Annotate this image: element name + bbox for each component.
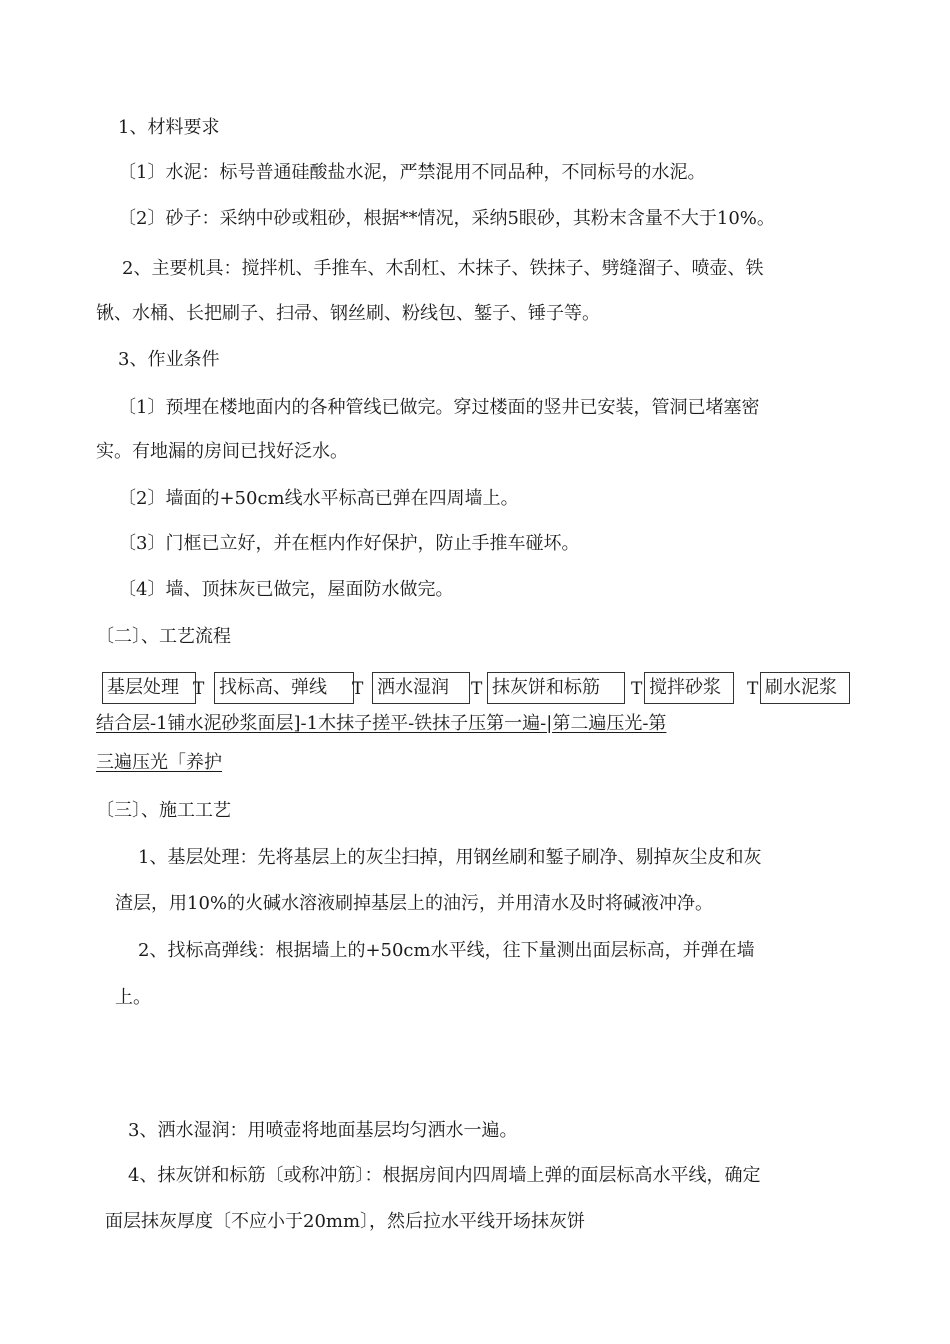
paragraph-step4-line1: 4、抹灰饼和标筋〔或称冲筋〕：根据房间内四周墙上弹的面层标高水平线，确定	[128, 1165, 761, 1186]
flow-box-mix-mortar: 搅拌砂浆	[644, 672, 734, 704]
paragraph-condition2: 〔2〕墙面的+50cm线水平标高已弹在四周墙上。	[118, 488, 519, 509]
flow-box-screed-marks: 抹灰饼和标筋	[487, 672, 625, 704]
paragraph-condition1-line1: 〔1〕预埋在楼地面内的各种管线已做完。穿过楼面的竖井已安装，管洞已堵塞密	[118, 397, 760, 418]
paragraph-step4-line2: 面层抹灰厚度〔不应小于20mm〕，然后拉水平线开场抹灰饼	[105, 1211, 586, 1232]
paragraph-step3: 3、洒水湿润：用喷壶将地面基层均匀洒水一遍。	[128, 1120, 518, 1141]
flow-box-base-treatment: 基层处理	[102, 672, 196, 704]
flow-continuation-line2: 三遍压光「养护	[96, 752, 222, 773]
heading-conditions: 3、作业条件	[118, 349, 220, 370]
paragraph-step1-line1: 1、基层处理：先将基层上的灰尘扫掉，用钢丝刷和錾子刷净、剔掉灰尘皮和灰	[138, 847, 762, 868]
paragraph-tools-line2: 锹、水桶、长把刷子、扫帚、钢丝刷、粉线包、錾子、锤子等。	[96, 303, 600, 324]
paragraph-condition1-line2: 实。有地漏的房间已找好泛水。	[96, 441, 348, 462]
paragraph-sand: 〔2〕砂子：采纳中砂或粗砂，根据**情况，采纳5眼砂，其粉末含量不大于10%。	[118, 208, 775, 229]
paragraph-step2-line1: 2、找标高弹线：根据墙上的+50cm水平线，往下量测出面层标高，并弹在墙	[138, 940, 755, 961]
flow-arrow: T	[631, 679, 643, 699]
paragraph-step2-line2: 上。	[115, 987, 151, 1008]
paragraph-condition4: 〔4〕墙、顶抹灰已做完，屋面防水做完。	[118, 579, 454, 600]
flow-arrow: T	[471, 679, 483, 699]
heading-process-flow: 〔二〕、工艺流程	[96, 626, 231, 647]
paragraph-cement: 〔1〕水泥：标号普通硅酸盐水泥，严禁混用不同品种，不同标号的水泥。	[118, 162, 706, 183]
flow-box-elevation: 找标高、弹线	[214, 672, 354, 704]
flow-box-cement-slurry: 刷水泥浆	[760, 672, 850, 704]
paragraph-step1-line2: 渣层，用10%的火碱水溶液刷掉基层上的油污，并用清水及时将碱液冲净。	[115, 893, 714, 914]
flow-continuation-line1: 结合层-1铺水泥砂浆面层]-1木抹子搓平-铁抹子压第一遍-|第二遍压光-第	[96, 713, 667, 734]
paragraph-condition3: 〔3〕门框已立好，并在框内作好保护，防止手推车碰坏。	[118, 533, 580, 554]
flow-box-wetting: 洒水湿润	[372, 672, 470, 704]
flow-arrow: T	[352, 679, 364, 699]
paragraph-tools-line1: 2、主要机具：搅拌机、手推车、木刮杠、木抹子、铁抹子、劈缝溜子、喷壶、铁	[122, 258, 764, 279]
flow-arrow: T	[193, 679, 205, 699]
heading-materials: 1、材料要求	[118, 117, 220, 138]
flow-arrow: T	[747, 679, 759, 699]
heading-construction-process: 〔三〕、施工工艺	[96, 800, 231, 821]
